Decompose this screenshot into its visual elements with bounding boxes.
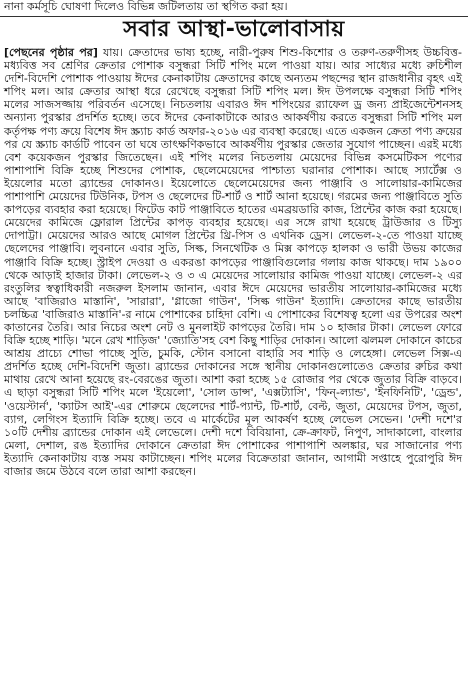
continuation-tag: [পেছনের পৃষ্ঠার পর] [4,46,98,59]
article-body-text: যায়। ক্রেতাদের ভাষ্য হচ্ছে, নারী-পুরুষ শিশু-কিশোর ও তরুণ-তরুণীসহ উচ্চবিত্ত-মধ্যবিত্ত সব শ্রেণির ক্রেতার পোশাক বসুন্ধরা সিটি শপিং মলে পাওয়া যায়। আর সাধ্যের মধ্যে রুচিশীল দেশি-বিদেশি পোশাক পাওয়ায় ঈদের কেনাকাটায় ক্রেতাদের কাছে অন্যতম পছন্দের স্থান রাজধানীর বৃহৎ এই শপিং মল। আর ক্রেতার আস্থা ধরে রেখেছে বসুন্ধরা সিটি শপিং মল। ঈদ উপলক্ষে বসুন্ধরা সিটি শপিং মলের সাজসজ্জায় পরিবর্তন এসেছে। নিচতলায় এবারও ঈদ শপিংয়ের র‍্যাফেল ড্র জন্য প্রাইজেন্টেশনসহ অন্যান্য পুরস্কার প্রদর্শিত হচ্ছে। তবে ঈদের কেনাকাটাকে আরও আকর্ষণীয় করতে বসুন্ধরা সিটি শপিং মল কর্তৃপক্ষ পণ্য ক্রয়ে বিশেষ ঈদ স্ক্র্যাচ কার্ড অফার-২০১৬ এর ব্যবস্থা করেছে। এতে একজন ক্রেতা পণ্য ক্রয়ের পর যে স্ক্র্যাচ কার্ডটি পাবেন তা ঘষে তাৎক্ষণিকভাবে আকর্ষণীয় পুরস্কার জেতার সুযোগ পাচ্ছেন। এরই মধ্যে বেশ কয়েকজন পুরস্কার জিতেছেন। এই শপিং মলের নিচতলায় মেয়েদের বিভিন্ন কসমেটিকস পণ্যের পাশাপাশি বিক্রি হচ্ছে শিশুদের পোশাক, ছেলেমেয়েদের পাশ্চাত্য ঘরানার পোশাক। আছে স্যার্টেক্স ও ইয়েলোর মতো ব্র্যান্ডের দোকানও। ইয়েলোতে ছেলেমেয়েদের জন্য পাঞ্জাবি ও সালোয়ার-কামিজের পাশাপাশি মেয়েদের টিউনিক, টপস ও ছেলেদের টি-শার্ট ও শার্ট আনা হয়েছে। গরমের জন্য পাঞ্জাবিতে সুতি কাপড়ের ব্যবহার করা হয়েছে। ফিটেড কাট পাঞ্জাবিতে হাতের এমব্রয়ডারি কাজ, প্রিন্টের কাজ করা হয়েছে। মেয়েদের কামিজে ফ্লোরাল প্রিন্টের কাপড় ব্যবহার হয়েছে। এর সঙ্গে রাখা হয়েছে ট্রাউজার ও টিস্যু দোপাট্টা। মেয়েদের আরও আছে মোগল প্রিন্টের থ্রি-পিস ও এথনিক ড্রেস। লেভেল-২-তে পাওয়া যাচ্ছে ছেলেদের পাঞ্জাবি। লুবনানে এবার সুতি, সিল্ক, সিনথেটিক ও মিক্স কাপড়ে হালকা ও ভারী উভয় কাজের পাঞ্জাবি বিক্রি হচ্ছে। স্ট্রাইপ দেওয়া ও একরঙা কাপড়ের পাঞ্জাবিগুলোর গলায় কাজ থাকছে। দাম ১৯০০ থেকে আড়াই হাজার টাকা। লেভেল-২ ও ৩ এ মেয়েদের সালোয়ার কামিজ পাওয়া যাচ্ছে। লেভেল-২ এর রংতুলির স্বত্বাধিকারী নজরুল ইসলাম জানান, এবার ঈদে মেয়েদের ভারতীয় সালোয়ার-কামিজের মধ্যে আছে 'বাজিরাও মাস্তানি', 'সারারা', 'গ্লাজো গাউন', 'সিল্ক গাউন' ইত্যাদি। ক্রেতাদের কাছে ভারতীয় চলচ্চিত্র 'বাজিরাও মাস্তানি'-র নামে পোশাকের চাহিদা বেশি। এ পোশাকের বিশেষত্ব হলো এর উপরের অংশ কাতানের তৈরি। আর নিচের অংশ নেট ও মুনলাইট কাপড়ের তৈরি। দাম ১০ হাজার টাকা। লেভেল ফোরে বিক্রি হচ্ছে শাড়ি। 'মনে রেখ শাড়িজ' 'জ্যোতি'সহ বেশ কিছু শাড়ির দোকান। আলো ঝলমল দোকানে কাচের আশ্রয় প্রাচ্যে শোভা পাচ্ছে সুতি, চুমকি, স্টোন বসানো বাহারি সব শাড়ি ও লেহেঙ্গা। লেভেল সিক্স-এ প্রদর্শিত হচ্ছে দেশি-বিদেশি জুতা। ব্র্যান্ডের দোকানের সঙ্গে স্থানীয় দোকানগুলোতেও ক্রেতার রুচির কথা মাথায় রেখে আনা হয়েছে রং-বেরঙের জুতা। আশা করা হচ্ছে ১৫ রোজার পর থেকে জুতার বিক্রি বাড়বে। এ ছাড়া বসুন্ধরা সিটি শপিং মলে 'ইয়েলো', 'সোল ডান্স', 'এক্সট্যাসি', 'ফিন্‌-ল্যান্ড', 'ইনফিনিটি', 'ড্রেন্ড', 'ওয়েস্টার্ন', 'ক্যাটস আই'-এর শোরুমে ছেলেদের শার্ট-প্যান্ট, টি-শার্ট, বেল্ট, জুতা, মেয়েদের টপস, জুতা, ব্যাগ, লেগিংস ইত্যাদি বিক্রি হচ্ছে। তবে এ মার্কেটের মূল আকর্ষণ হচ্ছে লেভেল সেভেন। 'দেশী দশে'র ১০টি দেশীয় ব্র্যান্ডের দোকান এই লেভেলে। দেশী দশে বিবিয়ানা, ক্রে-ক্রাফট, নিপুণ, সাদাকালো, বাংলার মেলা, দেশাল, রঙ ইত্যাদির দোকানে ক্রেতারা ঈদ পোশাকের পাশাপাশি অলঙ্কার, ঘর সাজানোর পণ্য ইত্যাদি কেনাকাটায় ব্যস্ত সময় কাটাচ্ছেন। শপিং মলের বিক্রেতারা জানান, আগামী সপ্তাহে পুরোপুরি ঈদ বাজার জমে উঠবে বলে তারা আশা করছেন। [4,46,462,478]
article-headline: সবার আস্থা-ভালোবাসায় [123,17,345,42]
preceding-article-last-line: নানা কর্মসূচি ঘোষণা দিলেও বিভিন্ন জটিলতায় তা স্থগিত করা হয়। [4,0,288,13]
article-body [4,46,462,478]
